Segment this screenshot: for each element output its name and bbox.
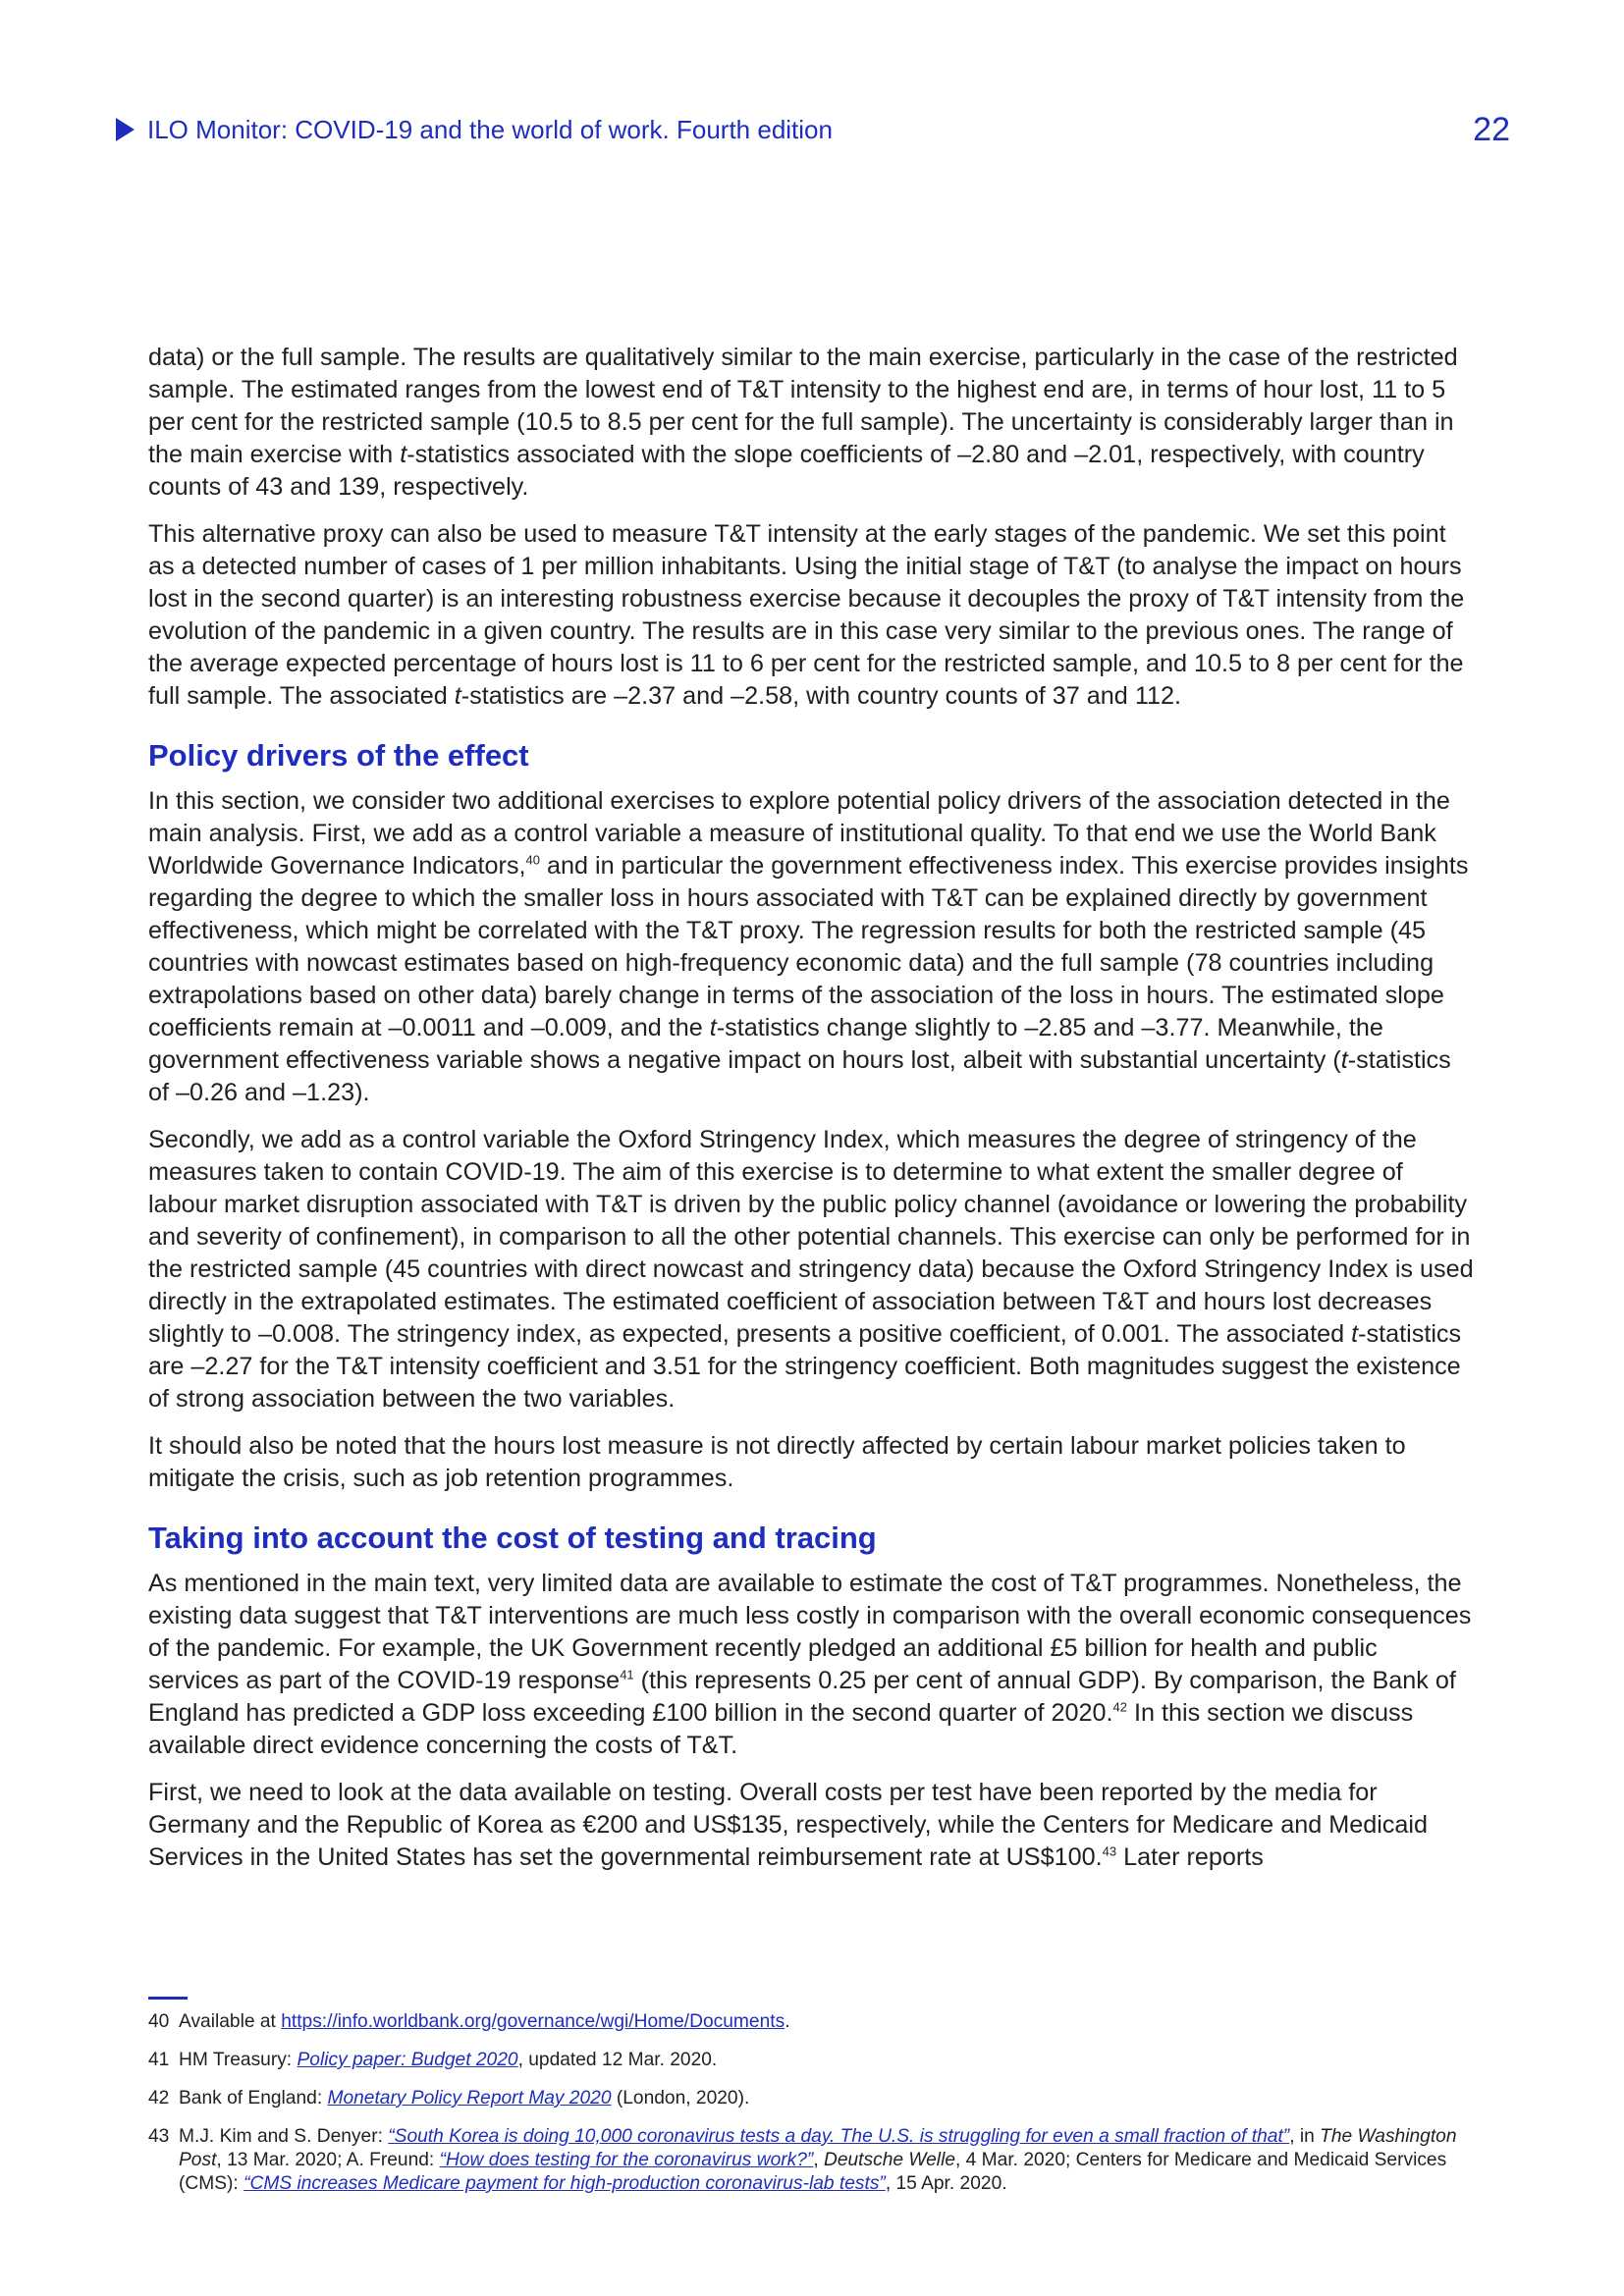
footnote-ref-40[interactable]: 40 — [525, 852, 540, 868]
footnote-43: 43 M.J. Kim and S. Denyer: “South Korea is doing 10,000 coronavirus tests a day. The U.S. is struggling for even a small fraction of that”, in The Washington Post, 13 Mar. 2020; A. Freund: “How does testing for the coronavirus work?”, Deutsche Welle, 4 Mar. 2020; Centers for Medicare and Medicaid Services (CMS): “CMS increases Medicare payment for high-production coronavirus-lab tests”, 15 Apr. 2020. — [148, 2126, 1457, 2194]
paragraph-3: In this section, we consider two additional exercises to explore potential policy drivers of the association detected in the main analysis. First, we add as a control variable a measure of institutional quality. To that end we use the World Bank Worldwide Governance Indicators,$^{40}$ and in particular the government effectiveness index. This exercise provides insights regarding the degree to which the smaller loss in hours associated with T&T can be explained directly by government effectiveness, which might be correlated with the T&T proxy. The regression results for both the restricted sample (45 countries with nowcast estimates based on high-frequency economic data) and the full sample (78 countries including extrapolations based on other data) barely change in terms of the association of the loss in hours. The estimated slope coefficients remain at –0.0011 and –0.009, and the t-statistics change slightly to –2.85 and –3.77. Meanwhile, the government effectiveness variable shows a negative impact on hours lost, albeit with substantial uncertainty (t-statistics of –0.26 and –1.23). — [148, 787, 1469, 1106]
paragraph-7: First, we need to look at the data available on testing. Overall costs per test have been reported by the media for Germany and the Republic of Korea as €200 and US$135, respectively, while the Centers for Medicare and Medicaid Services in the United States has set the governmental reimbursement rate at US$100.43 Later reports — [148, 1779, 1429, 1871]
footnotes — [148, 2010, 1493, 2211]
paragraph-2: This alternative proxy can also be used to measure T&T intensity at the early stages of the pandemic. We set this point as a detected number of cases of 1 per million inhabitants. Using the initial stage of T&T (to analyse the impact on hours lost in the second quarter) is an interesting robustness exercise because it decouples the proxy of T&T intensity from the evolution of the pandemic in a given country. The results are in this case very similar to the previous ones. The range of the average expected percentage of hours lost is 11 to 6 per cent for the restricted sample, and 10.5 to 8 per cent for the full sample. The associated t-statistics are –2.37 and –2.58, with country counts of 37 and 112. — [148, 520, 1465, 710]
section-heading-policy-drivers: Policy drivers of the effect — [148, 738, 529, 773]
paragraph-5: It should also be noted that the hours lost measure is not directly affected by certain labour market policies taken to mitigate the crisis, such as job retention programmes. — [148, 1432, 1406, 1492]
testing-coronavirus-link[interactable]: “How does testing for the coronavirus work?” — [439, 2150, 814, 2170]
budget-2020-link[interactable]: Policy paper: Budget 2020 — [297, 2050, 518, 2070]
main-content — [148, 342, 1474, 1889]
footnote-number: 42 — [148, 2088, 170, 2109]
south-korea-tests-link[interactable]: “South Korea is doing 10,000 coronavirus tests a day. The U.S. is struggling for even a small fraction of that” — [388, 2126, 1290, 2147]
paragraph-1: data) or the full sample. The results are qualitatively similar to the main exercise, particularly in the case of the restricted sample. The estimated ranges from the lowest end of T&T intensity to the highest end are, in terms of hour lost, 11 to 5 per cent for the restricted sample (10.5 to 8.5 per cent for the full sample). The uncertainty is considerably larger than in the main exercise with t-statistics associated with the slope coefficients of –2.80 and –2.01, respectively, with country counts of 43 and 139, respectively. — [148, 344, 1458, 501]
footnote-number: 40 — [148, 2011, 170, 2032]
footnote-number: 41 — [148, 2050, 170, 2070]
document-title: ILO Monitor: COVID-19 and the world of work. Fourth edition — [147, 115, 833, 144]
monetary-policy-report-link[interactable]: Monetary Policy Report May 2020 — [327, 2088, 612, 2109]
worldbank-link[interactable]: https://info.worldbank.org/governance/wgi/Home/Documents — [281, 2011, 785, 2032]
footnote-ref-41[interactable]: 41 — [620, 1667, 634, 1682]
footnote-ref-43[interactable]: 43 — [1102, 1843, 1117, 1859]
section-heading-cost-testing: Taking into account the cost of testing and tracing — [148, 1521, 877, 1555]
page-number: 22 — [1473, 111, 1510, 148]
running-header — [116, 110, 1510, 149]
paragraph-4: Secondly, we add as a control variable the Oxford Stringency Index, which measures the degree of stringency of the measures taken to contain COVID-19. The aim of this exercise is to determine to what extent the smaller degree of labour market disruption associated with T&T is driven by the public policy channel (avoidance or lowering the probability and severity of confinement), in comparison to all the other potential channels. This exercise can only be performed for in the restricted sample (45 countries with direct nowcast and stringency data) because the Oxford Stringency Index is used directly in the extrapolated estimates. The estimated coefficient of association between T&T and hours lost decreases slightly to –0.008. The stringency index, as expected, presents a positive coefficient, of 0.001. The associated t-statistics are –2.27 for the T&T intensity coefficient and 3.51 for the stringency coefficient. Both magnitudes suggest the existence of strong association between the two variables. — [148, 1126, 1474, 1413]
footnote-40: 40 Available at https://info.worldbank.org/governance/wgi/Home/Documents. — [148, 2011, 790, 2032]
cms-medicare-link[interactable]: “CMS increases Medicare payment for high-production coronavirus-lab tests” — [244, 2173, 886, 2194]
paragraph-6: As mentioned in the main text, very limited data are available to estimate the cost of T&T programmes. Nonetheless, the existing data suggest that T&T interventions are much less costly in comparison with the overall economic consequences of the pandemic. For example, the UK Government recently pledged an additional £5 billion for health and public services as part of the COVID-19 response$^{41}$ (this represents 0.25 per cent of annual GDP). By comparison, the Bank of England has predicted a GDP loss exceeding £100 billion in the second quarter of 2020.42 In this section we discuss available direct evidence concerning the costs of T&T. — [148, 1570, 1472, 1759]
footnote-41: 41 HM Treasury: Policy paper: Budget 2020, updated 12 Mar. 2020. — [148, 2050, 718, 2070]
footnote-number: 43 — [148, 2126, 170, 2147]
footnote-42: 42 Bank of England: Monetary Policy Report May 2020 (London, 2020). — [148, 2088, 750, 2109]
footnote-ref-42[interactable]: 42 — [1112, 1699, 1127, 1715]
triangle-arrow-icon — [116, 118, 135, 141]
footnote-divider — [148, 1997, 188, 2000]
